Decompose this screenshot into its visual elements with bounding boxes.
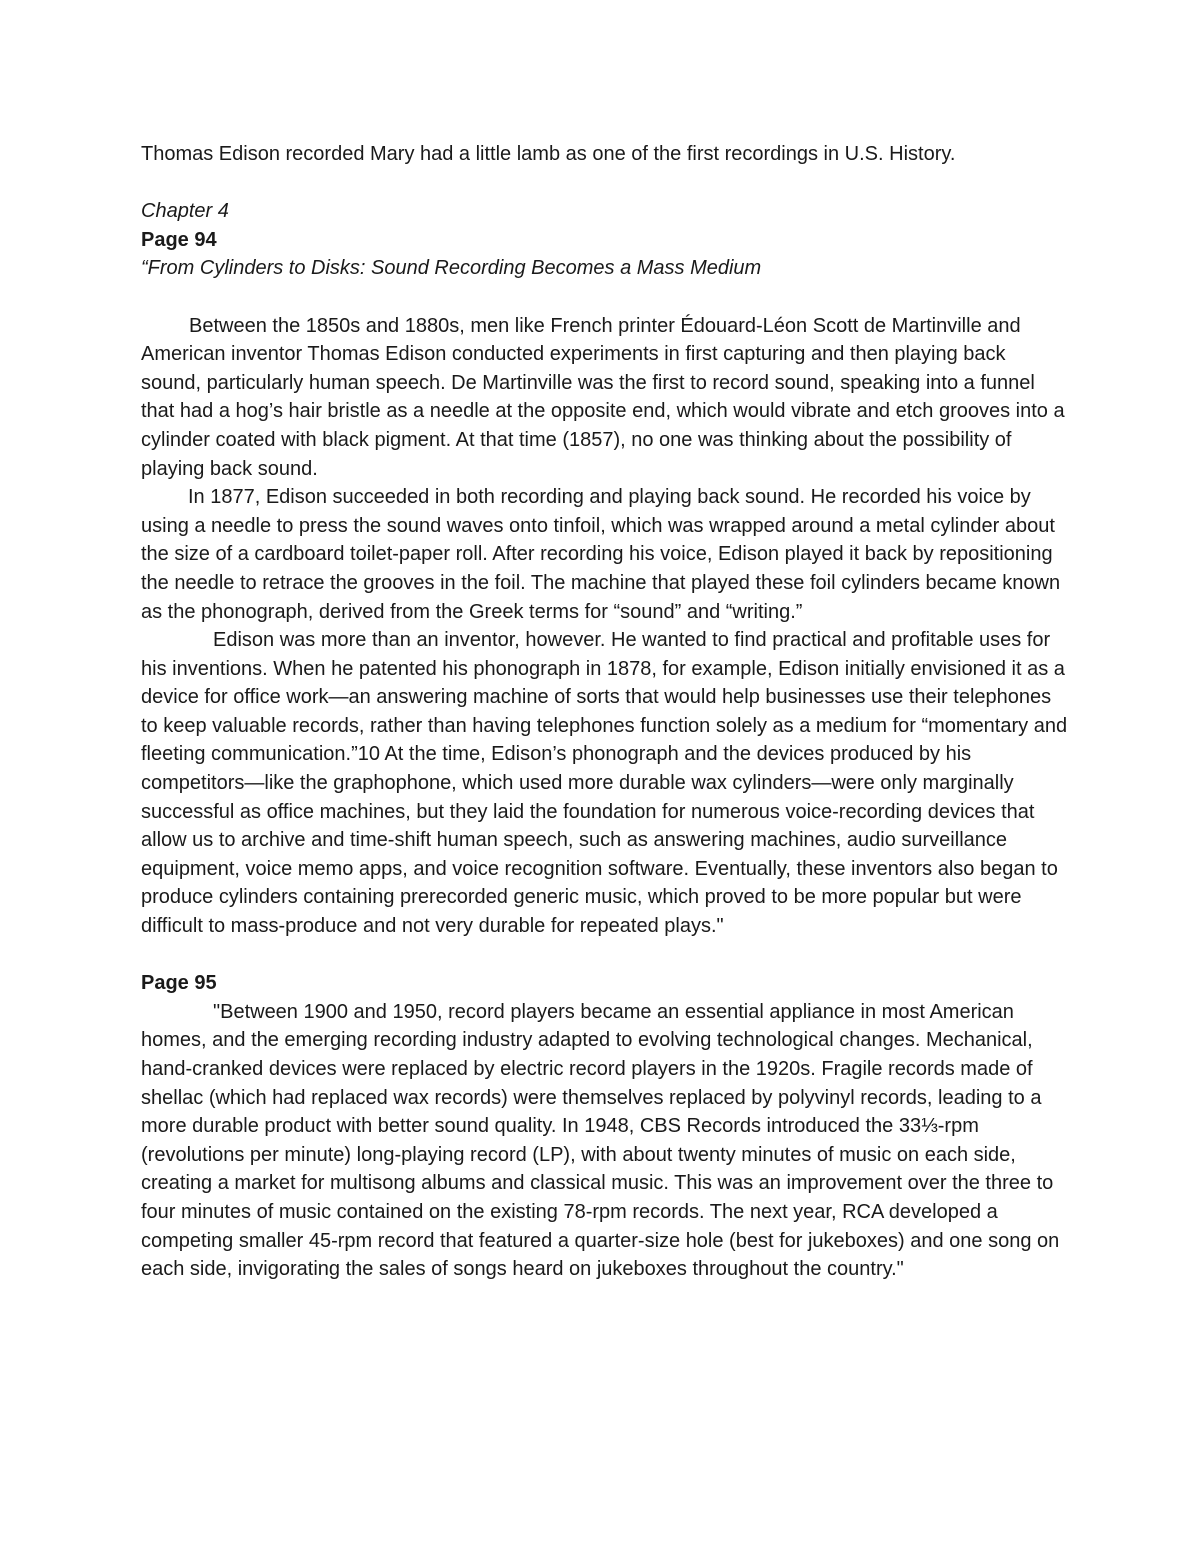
chapter-label: Chapter 4 (141, 200, 229, 223)
document-page (141, 140, 1071, 1284)
page-label-94: Page 94 (141, 228, 217, 251)
section-subtitle: “From Cylinders to Disks: Sound Recording Becomes a Mass Medium (141, 257, 762, 280)
paragraph: Between the 1850s and 1880s, men like French printer Édouard-Léon Scott de Martinville and American inventor Thomas Edison conducted experiments in first capturing and then playing back sound, particularly human speech. De Martinville was the first to record sound, speaking into a funnel that had a hog’s hair bristle as a needle at the opposite end, which would vibrate and etch grooves into a cylinder coated with black pigment. At that time (1857), no one was thinking about the possibility of playing back sound. (141, 314, 1065, 480)
page-label-95: Page 95 (141, 972, 217, 995)
paragraph: Edison was more than an inventor, however. He wanted to find practical and profitable uses for his inventions. When he patented his phonograph in 1878, for example, Edison initially envisioned it as a device for office work—an answering machine of sorts that would help businesses use their telephones to keep valuable records, rather than having telephones function solely as a medium for “momentary and fleeting communication.”10 At the time, Edison’s phonograph and the devices produced by his competitors—like the graphophone, which used more durable wax cylinders—were only marginally successful as office machines, but they laid the foundation for numerous voice-recording devices that allow us to archive and time-shift human speech, such as answering machines, audio surveillance equipment, voice memo apps, and voice recognition software. Eventually, these inventors also began to produce cylinders containing prerecorded generic music, which proved to be more popular but were difficult to mass-produce and not very durable for repeated plays." (141, 629, 1068, 938)
paragraph: "Between 1900 and 1950, record players became an essential appliance in most American homes, and the emerging recording industry adapted to evolving technological changes. Mechanical, hand-cranked devices were replaced by electric record players in the 1920s. Fragile records made of shellac (which had replaced wax records) were themselves replaced by polyvinyl records, leading to a more durable product with better sound quality. In 1948, CBS Records introduced the 33⅓-rpm (revolutions per minute) long-playing record (LP), with about twenty minutes of music on each side, creating a market for multisong albums and classical music. This was an improvement over the three to four minutes of music contained on the existing 78-rpm records. The next year, RCA developed a competing smaller 45-rpm record that featured a quarter-size hole (best for jukeboxes) and one song on each side, invigorating the sales of songs heard on jukeboxes throughout the country." (141, 1000, 1060, 1281)
paragraph: In 1877, Edison succeeded in both recording and playing back sound. He recorded his voice by using a needle to press the sound waves onto tinfoil, which was wrapped around a metal cylinder about the size of a cardboard toilet-paper roll. After recording his voice, Edison played it back by repositioning the needle to retrace the grooves in the foil. The machine that played these foil cylinders became known as the phonograph, derived from the Greek terms for “sound” and “writing.” (141, 486, 1061, 623)
intro-line: Thomas Edison recorded Mary had a little lamb as one of the first recordings in U.S. History. (141, 143, 956, 165)
